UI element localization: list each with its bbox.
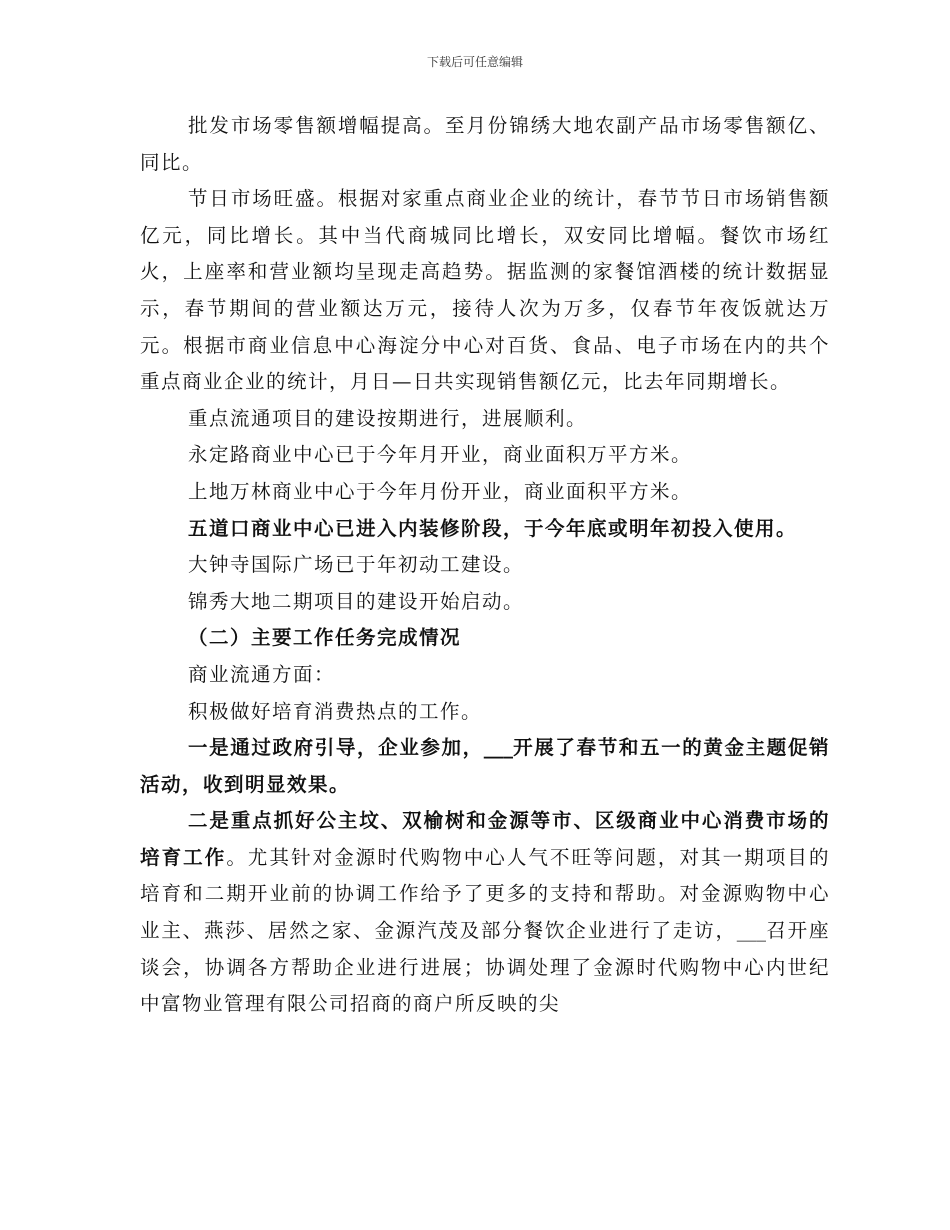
page-header: 下载后可任意编辑	[426, 55, 523, 69]
paragraph-dazhongsi: 大钟寺国际广场已于年初动工建设。	[188, 553, 525, 577]
paragraph-point-one	[140, 730, 830, 803]
fill-blank: ___	[483, 736, 514, 760]
paragraph-holiday-market: 节日市场旺盛。根据对家重点商业企业的统计，春节节日市场销售额亿元，同比增长。其中当代商城同比增长，双安同比增幅。餐饮市场红火，上座率和营业额均呈现走高趋势。据监测的家餐馆酒楼的统计数据显示，春节期间的营业额达万元，接待人次为万多，仅春节年夜饭就达万元。根据市商业信息中心海淀分中心对百货、食品、电子市场在内的共个重点商业企业的统计，月日—日共实现销售额亿元，比去年同期增长。	[140, 187, 830, 394]
point-two-bold: 二是重点抓好公主坟、双榆树和金源等市、区级商业中心消费市场的培育工作	[140, 809, 830, 869]
paragraph-wudaokou: 五道口商业中心已进入内装修阶段，于今年底或明年初投入使用。	[188, 516, 798, 540]
paragraph-jinxiu: 锦秀大地二期项目的建设开始启动。	[188, 589, 525, 613]
paragraph-key-projects: 重点流通项目的建设按期进行，进展顺利。	[188, 406, 588, 430]
paragraph-shangdi: 上地万林商业中心于今年月份开业，商业面积平方米。	[188, 479, 693, 503]
document-body	[140, 108, 830, 1023]
paragraph-point-two	[140, 803, 830, 1023]
point-two-text-a: 。尤其针对金源时代购物中心人气不旺等问题，对其一期项目的培育和二期开业前的协调工作给予了更多的支持和帮助。对金源购物中心业主、燕莎、居然之家、金源汽茂及部分餐饮企业进行了走访，	[140, 845, 830, 943]
fill-blank: ___	[736, 919, 767, 943]
section-heading: （二）主要工作任务完成情况	[188, 626, 462, 650]
point-one-text-a: 一是通过政府引导，企业参加，	[188, 736, 484, 760]
paragraph-commerce: 商业流通方面：	[188, 662, 336, 686]
paragraph-yongdinglu: 永定路商业中心已于今年月开业，商业面积万平方米。	[188, 443, 693, 467]
point-one-text-b: 开展了春节和五一的黄金主题促销活动，收到明显效果。	[140, 736, 830, 796]
point-two-text-b: 召开座谈会，协调各方帮助企业进行进展；协调处理了金源时代购物中心内世纪中富物业管理有限公司招商的商户所反映的尖	[140, 919, 830, 1016]
paragraph-consumption: 积极做好培育消费热点的工作。	[188, 699, 483, 723]
paragraph-wholesale-market: 批发市场零售额增幅提高。至月份锦绣大地农副产品市场零售额亿、同比。	[140, 114, 830, 174]
